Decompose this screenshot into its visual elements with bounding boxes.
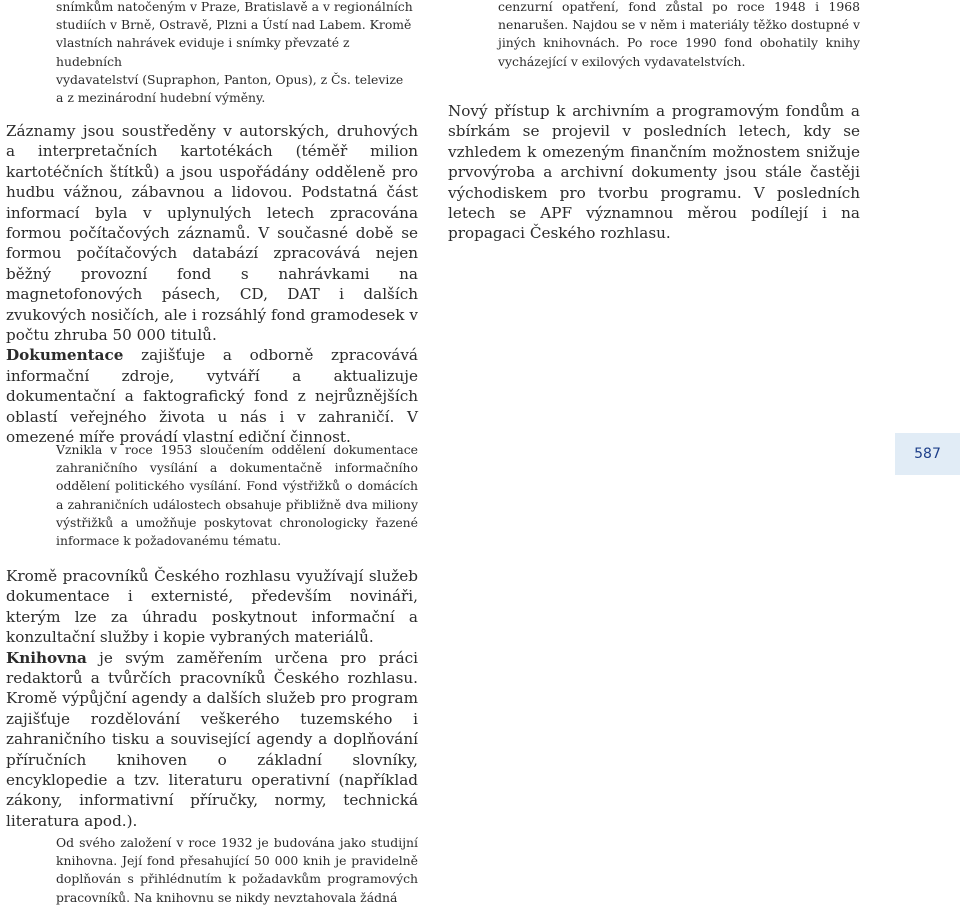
paragraph: cenzurní opatření, fond zůstal po roce 1948 i 1968 nenarušen. Najdou se v něm i materiály těžko dostupné v jiných knihovnách. Po roce 1990 fond obohatily knihy vycházející v exilových vydavatelstvích. [498, 0, 860, 69]
paragraph-text: zajišťuje a odborně zpracovává informační zdroje, vytváří a aktualizuje dokumentační a faktografický fond z nejrůznějších oblastí veřejného života u nás i v zahraničí. V omezené míře provádí vlastní ediční činnost. [6, 346, 418, 447]
paragraph [6, 121, 418, 345]
paragraph: Od svého založení v roce 1932 je budována jako studijní knihovna. Její fond přesahující 50 000 knih je pravidelně doplňován s přihlédnutím k požadavkům programových pracovníků. Na knihovnu se nikdy nevztahovala žádná [56, 835, 418, 905]
text-block-library-fund [498, 0, 860, 71]
text-line: vlastních nahrávek eviduje i snímky převzaté z hudebních [56, 35, 350, 69]
text-block-new-approach [448, 101, 860, 244]
text-block-records [6, 121, 418, 448]
text-block-documentation-history [56, 441, 418, 550]
bold-term-knihovna: Knihovna [6, 648, 87, 667]
paragraph [6, 566, 418, 648]
paragraph [6, 345, 418, 447]
text-block-library-history [56, 834, 418, 907]
text-line: a z mezinárodní hudební výměny. [56, 90, 266, 106]
bold-term-dokumentace: Dokumentace [6, 346, 124, 365]
paragraph-text: Záznamy jsou soustředěny v autorských, druhových a interpretačních kartotékách (téměř milion kartotéčních štítků) a jsou uspořádány odděleně pro hudbu vážnou, zábavnou a lidovou. Podstatná část informací byla v uplynulých letech zpracována formou počítačových záznamů. V současné době se formou počítačových databází zpracovává nejen běžný provozní fond s nahrávkami na magnetofonových pásech, CD, DAT i dalších zvukových nosičích, ale i rozsáhlý fond gramodesek v počtu zhruba 50 000 titulů. [6, 122, 418, 345]
paragraph: Nový přístup k archivním a programovým fondům a sbírkám se projevil v posledních letech, kdy se vzhledem k omezeným finančním možnostem snižuje prvovýroba a archivní dokumenty jsou stále častěji východiskem pro tvorbu programu. V posledních letech se APF významnou měrou podílejí i na propagaci Českého rozhlasu. [448, 102, 860, 243]
page-number: 587 [895, 433, 960, 475]
text-block-archive-intro [56, 0, 418, 107]
paragraph [6, 648, 418, 832]
text-line: vydavatelství (Supraphon, Panton, Opus), z Čs. televize [56, 71, 404, 87]
paragraph: Vznikla v roce 1953 sloučením oddělení dokumentace zahraničního vysílání a dokumentačně informačního oddělení politického vysílání. Fond výstřižků o domácích a zahraničních událostech obsahuje přibližně dva miliony výstřižků a umožňuje poskytovat chronologicky řazené informace k požadovanému tématu. [56, 442, 418, 549]
text-line: studiích v Brně, Ostravě, Plzni a Ústí nad Labem. Kromě [56, 17, 412, 33]
paragraph-text: Kromě pracovníků Českého rozhlasu využívají služeb dokumentace i externisté, především novináři, kterým lze za úhradu poskytnout informační a konzultační služby i kopie vybraných materiálů. [6, 567, 418, 647]
paragraph-text: je svým zaměřením určena pro práci redaktorů a tvůrčích pracovníků Českého rozhlasu. Kromě výpůjční agendy a dalších služeb pro program zajišťuje rozdělování veškerého tuzemského i zahraničního tisku a související agendy a doplňování příručních knihoven o základní slovníky, encyklopedie a tzv. literaturu operativní (například zákony, informativní příručky, normy, technická literatura apod.). [6, 648, 418, 830]
text-line: snímkům natočeným v Praze, Bratislavě a v regionálních [56, 0, 413, 14]
text-block-library [6, 566, 418, 831]
